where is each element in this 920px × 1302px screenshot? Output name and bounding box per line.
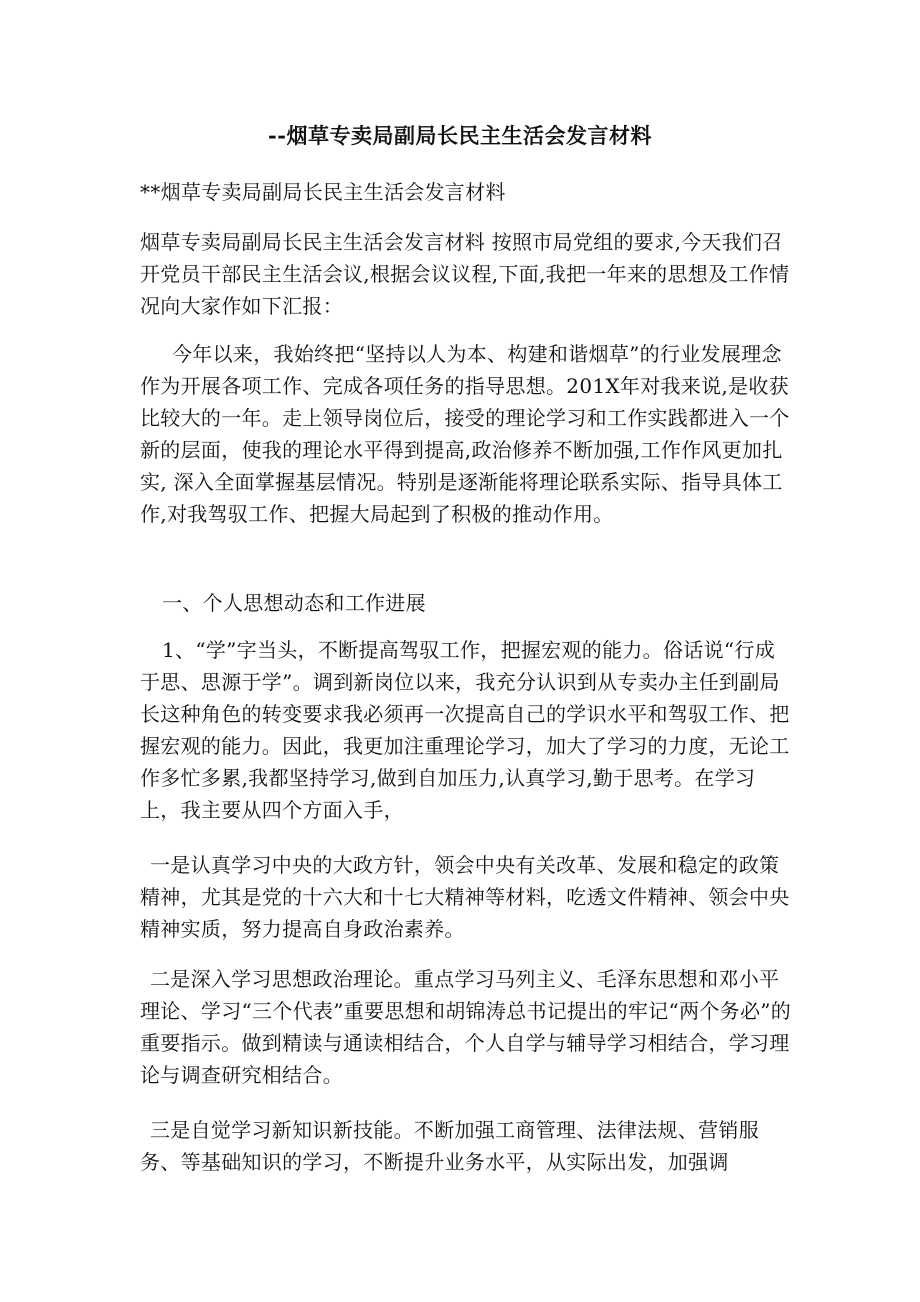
paragraph-point-two — [140, 963, 795, 1091]
paragraph-intro — [140, 226, 795, 322]
paragraph-study — [140, 634, 795, 826]
paragraph-text: 1、“学”字当头，不断提高驾驭工作，把握宏观的能力。俗话说“行成于思、思源于学”。调到新岗位以来，我充分认识到从专卖办主任到副局长这种角色的转变要求我必须再一次提高自己的学识水平和驾驭工作、把握宏观的能力。因此，我更加注重理论学习，加大了学习的力度，无论工作多忙多累,我都坚持学习,做到自加压力,认真学习,勤于思考。在学习上，我主要从四个方面入手， — [140, 638, 790, 822]
paragraph-point-three — [140, 1114, 795, 1178]
paragraph-point-one — [140, 849, 795, 945]
section-heading-text: 一、个人思想动态和工作进展 — [162, 591, 426, 615]
paragraph-overview — [140, 338, 795, 530]
paragraph-subtitle — [140, 176, 795, 208]
paragraph-text: 二是深入学习思想政治理论。重点学习马列主义、毛泽东思想和邓小平理论、学习“三个代表”重要思想和胡锦涛总书记提出的牢记“两个务必”的重要指示。做到精读与通读相结合，个人自学与辅导学习相结合，学习理论与调查研究相结合。 — [140, 967, 792, 1087]
paragraph-text: **烟草专卖局副局长民主生活会发言材料 — [140, 180, 506, 204]
paragraph-text: 一是认真学习中央的大政方针，领会中央有关改革、发展和稳定的政策精神，尤其是党的十六大和十七大精神等材料，吃透文件精神、领会中央精神实质，努力提高自身政治素养。 — [140, 853, 790, 941]
document-title: --烟草专卖局副局长民主生活会发言材料 — [268, 123, 652, 148]
section-heading — [140, 587, 795, 619]
paragraph-text: 今年以来，我始终把“坚持以人为本、构建和谐烟草”的行业发展理念作为开展各项工作、完成各项任务的指导思想。201X年对我来说,是收获比较大的一年。走上领导岗位后，接受的理论学习和工作实践都进入一个新的层面，使我的理论水平得到提高,政治修养不断加强,工作作风更加扎实, 深入全面掌握基层情况。特别是逐渐能将理论联系实际、指导具体工作,对我驾驭工作、把握大局起到了积极的推动作用。 — [140, 342, 790, 526]
paragraph-text: 三是自觉学习新知识新技能。不断加强工商管理、法律法规、营销服务、等基础知识的学习，不断提升业务水平，从实际出发，加强调 — [140, 1118, 759, 1174]
paragraph-text: 烟草专卖局副局长民主生活会发言材料 按照市局党组的要求,今天我们召开党员干部民主生活会议,根据会议议程,下面,我把一年来的思想及工作情况向大家作如下汇报： — [140, 230, 790, 318]
